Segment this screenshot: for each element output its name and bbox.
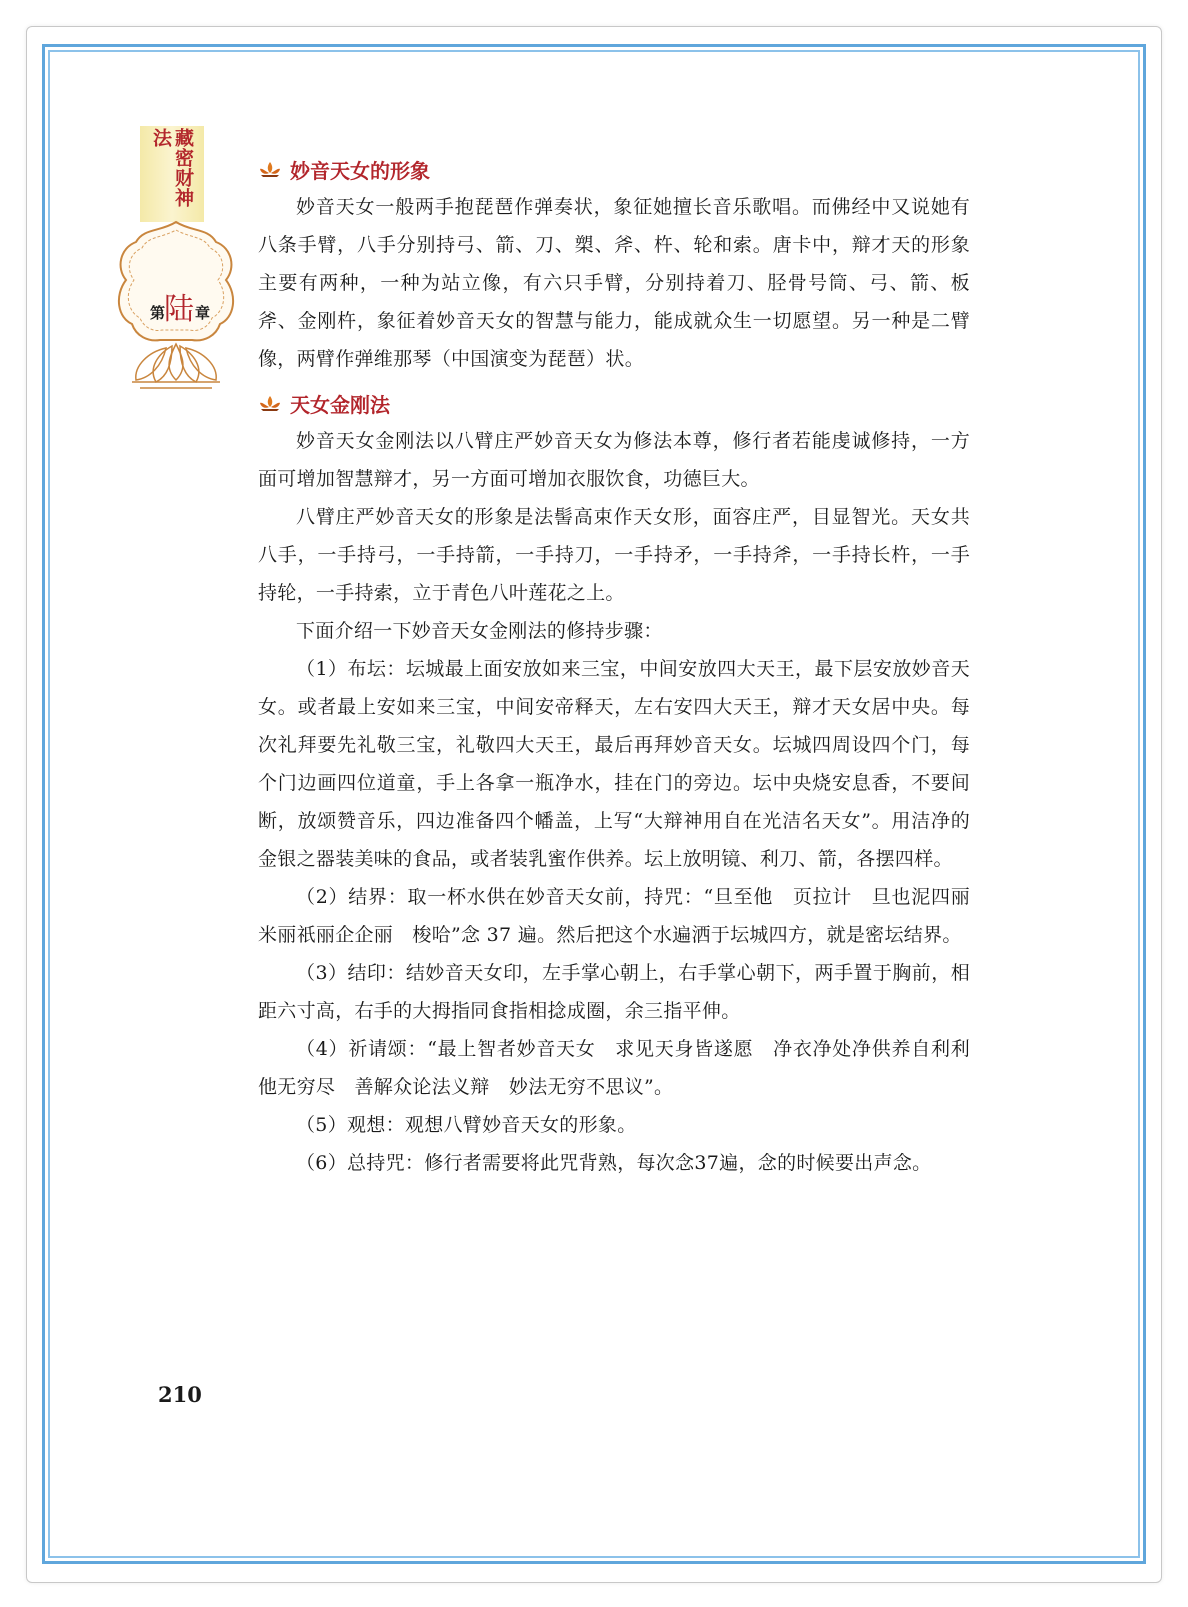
page-content (258, 150, 990, 1182)
step-paragraph: （6）总持咒：修行者需要将此咒背熟，每次念37遍，念的时候要出声念。 (296, 1152, 932, 1174)
section-heading-text: 妙音天女的形象 (290, 158, 430, 183)
chapter-number: 陆 (164, 292, 194, 327)
page-number: 210 (158, 1382, 202, 1407)
step-paragraph: （3）结印：结妙音天女印，左手掌心朝上，右手掌心朝下，两手置于胸前，相距六寸高，右手的大拇指同食指相捻成圈，余三指平伸。 (258, 962, 970, 1022)
paragraph: 妙音天女金刚法以八臂庄严妙音天女为修法本尊，修行者若能虔诚修持，一方面可增加智慧辩才，另一方面可增加衣服饮食，功德巨大。 (258, 430, 970, 490)
step-paragraph: （1）布坛：坛城最上面安放如来三宝，中间安放四大天王，最下层安放妙音天女。或者最上安如来三宝，中间安帝释天，左右安四大天王，辩才天女居中央。每次礼拜要先礼敬三宝，礼敬四大天王，最后再拜妙音天女。坛城四周设四个门，每个门边画四位道童，手上各拿一瓶净水，挂在门的旁边。坛中央烧安息香，不要间断，放颂赞音乐，四边准备四个幡盖，上写“大辩神用自在光洁名天女”。用洁净的金银之器装美味的食品，或者装乳蜜作供养。坛上放明镜、利刀、箭，各摆四样。 (258, 658, 970, 870)
paragraph: 下面介绍一下妙音天女金刚法的修持步骤： (296, 620, 663, 642)
side-banner-text: 藏密财神法 (150, 128, 194, 208)
chapter-prefix: 第 (150, 304, 166, 322)
lotus-icon (258, 160, 282, 178)
section-heading (258, 384, 970, 422)
step-paragraph: （2）结界：取一杯水供在妙音天女前，持咒：“旦至他 页拉计 旦也泥四丽 米丽祇丽企企丽 梭哈”念 37 遍。然后把这个水遍洒于坛城四方，就是密坛结界。 (258, 886, 990, 946)
step-paragraph: （5）观想：观想八臂妙音天女的形象。 (296, 1114, 637, 1136)
side-banner (140, 126, 204, 222)
lotus-icon (258, 394, 282, 412)
chapter-suffix: 章 (195, 304, 211, 322)
step-paragraph: （4）祈请颂：“最上智者妙音天女 求见天身皆遂愿 净衣净处净供养自利利他无穷尽 善解众论法义辩 妙法无穷不思议”。 (258, 1038, 970, 1098)
section-heading-text: 天女金刚法 (290, 392, 390, 417)
paragraph: 妙音天女一般两手抱琵琶作弹奏状，象征她擅长音乐歌唱。而佛经中又说她有八条手臂，八手分别持弓、箭、刀、槊、斧、杵、轮和索。唐卡中，辩才天的形象主要有两种，一种为站立像，有六只手臂，分别持着刀、胫骨号筒、弓、箭、板斧、金刚杵，象征着妙音天女的智慧与能力，能成就众生一切愿望。另一种是二臂像，两臂作弹维那琴（中国演变为琵琶）状。 (258, 196, 970, 370)
paragraph: 八臂庄严妙音天女的形象是法髻高束作天女形，面容庄严，目显智光。天女共八手，一手持弓，一手持箭，一手持刀，一手持矛，一手持斧，一手持长杵，一手持轮，一手持索，立于青色八叶莲花之上。 (258, 506, 970, 604)
section-heading (258, 150, 970, 188)
